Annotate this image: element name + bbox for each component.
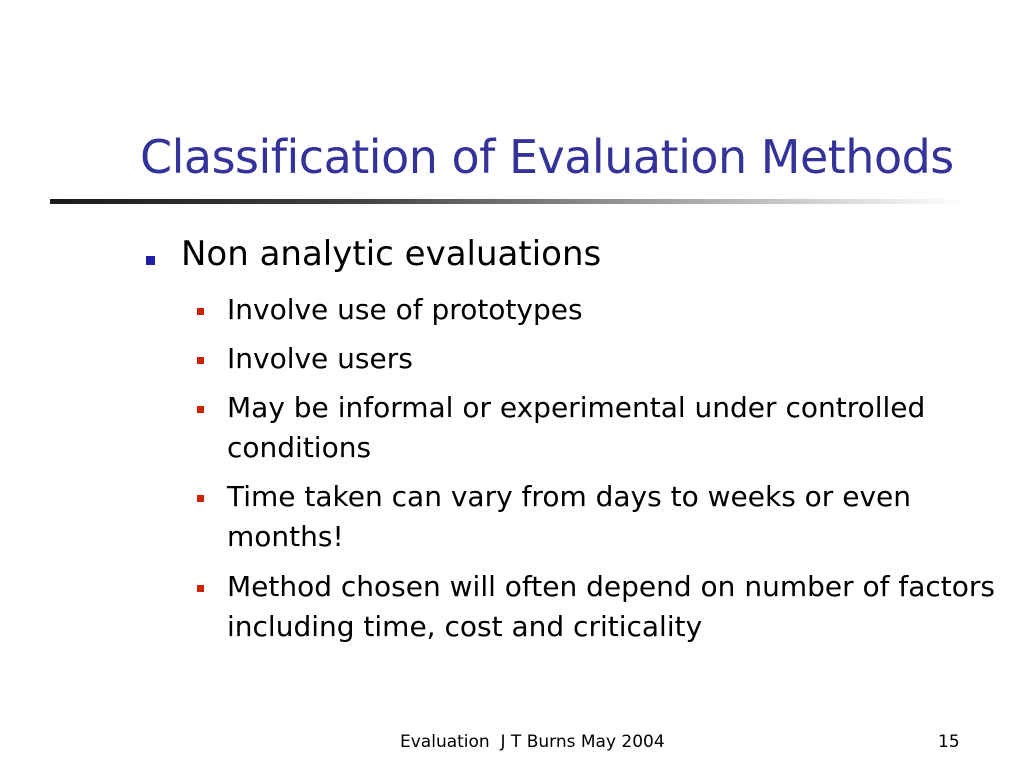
sub-bullet-text: Involve users	[227, 342, 413, 375]
sub-bullet-text: Time taken can vary from days to weeks or even months!	[227, 480, 911, 553]
sub-bullet-text: Involve use of prototypes	[227, 293, 583, 326]
sub-bullet-text: May be informal or experimental under controlled conditions	[227, 391, 926, 464]
square-bullet-icon	[197, 585, 204, 592]
page-number: 15	[938, 732, 960, 752]
square-bullet-icon	[197, 495, 204, 502]
square-bullet-icon	[197, 406, 204, 413]
footer-text: Evaluation J T Burns May 2004	[400, 732, 665, 752]
main-bullet-text: Non analytic evaluations	[181, 234, 602, 274]
slide-title: Classification of Evaluation Methods	[140, 130, 954, 184]
square-bullet-icon	[197, 308, 204, 315]
square-bullet-icon	[197, 357, 204, 364]
sub-bullet-text: Method chosen will often depend on number of factors including time, cost and criticality	[227, 570, 996, 643]
square-bullet-icon	[146, 256, 155, 265]
